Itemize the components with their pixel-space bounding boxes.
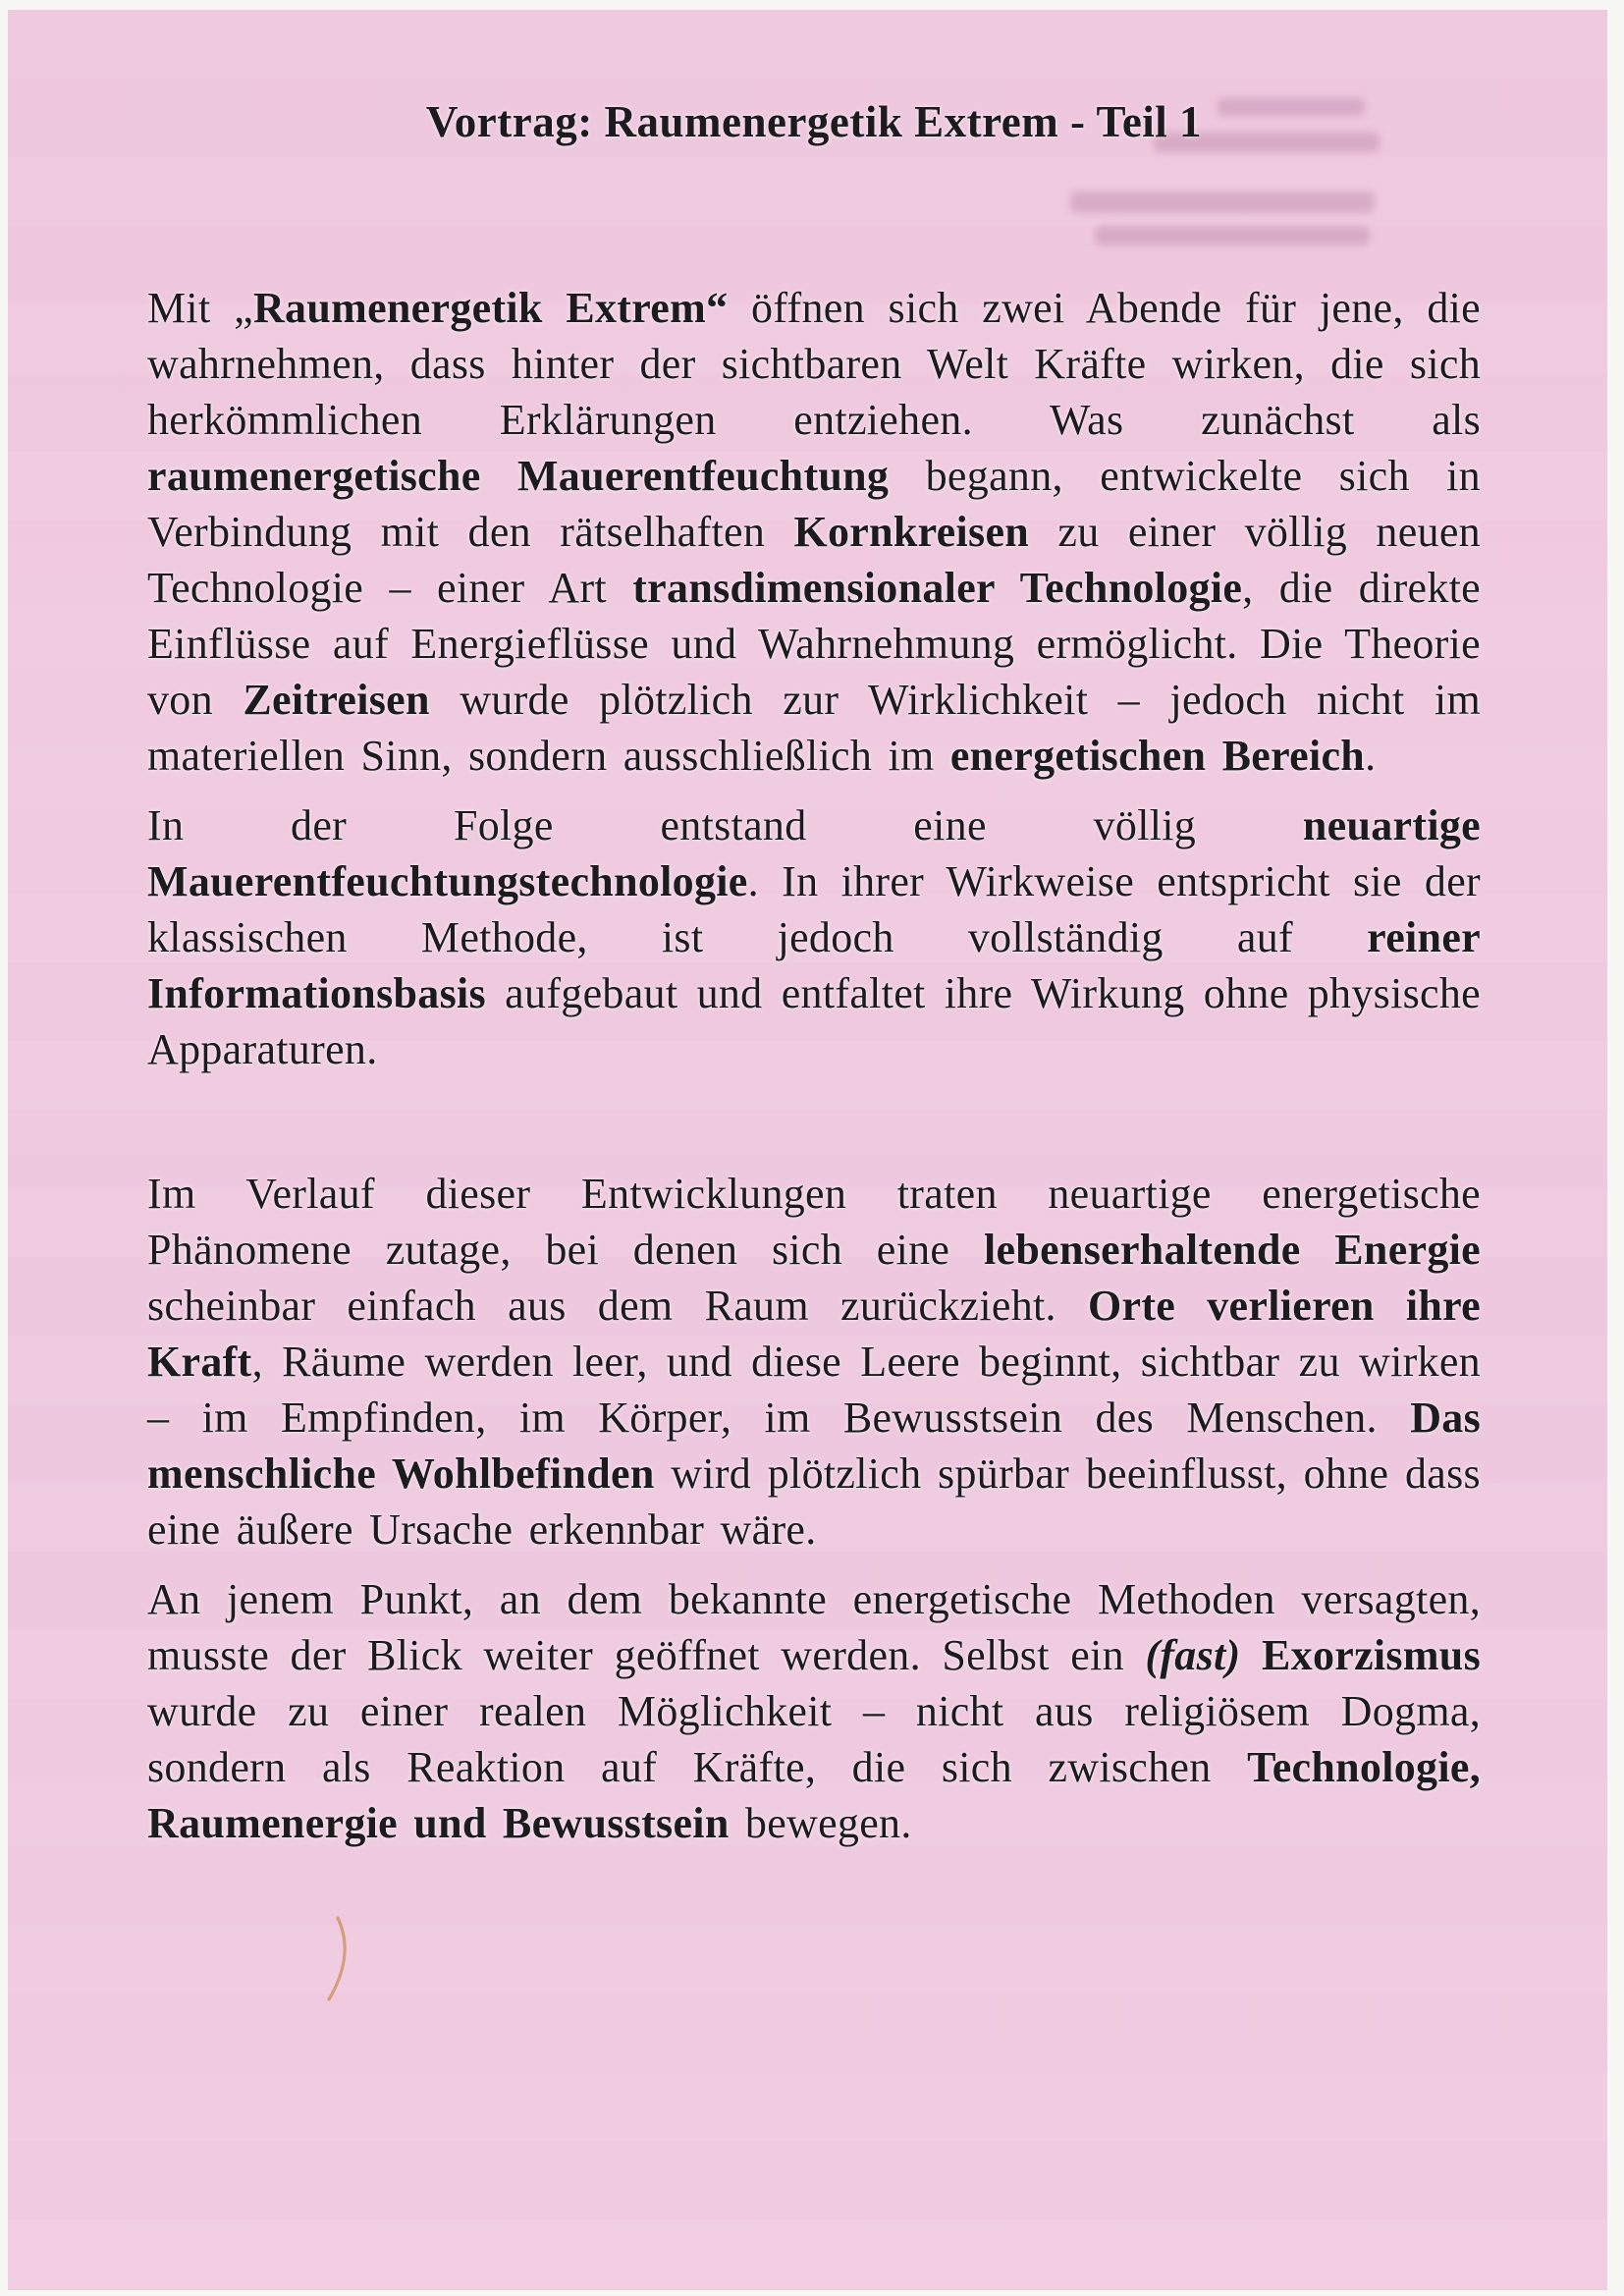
pen-scribble-mark bbox=[324, 1915, 355, 2003]
document-body bbox=[147, 280, 1481, 1851]
scanned-page bbox=[8, 10, 1607, 2290]
page-title: Vortrag: Raumenergetik Extrem - Teil 1 bbox=[425, 97, 1203, 146]
paragraph-4: An jenem Punkt, an dem bekannte energetische Methoden versagten, musste der Blick weiter geöffnet werden. Selbst ein (fast) Exorzismus wurde zu einer realen Möglichkeit – nicht aus religiösem Dogma, sondern als Reaktion auf Kräfte, die sich zwischen Technologie, Raumenergie und Bewusstsein bewegen. bbox=[147, 1575, 1481, 1847]
paragraph-3: Im Verlauf dieser Entwicklungen traten neuartige energetische Phänomene zutage, bei denen sich eine lebenserhaltende Energie scheinbar einfach aus dem Raum zurückzieht. Orte verlieren ihre Kraft, Räume werden leer, und diese Leere beginnt, sichtbar zu wirken – im Empfinden, im Körper, im Bewusstsein des Menschen. Das menschliche Wohlbefinden wird plötzlich spürbar beeinflusst, ohne dass eine äußere Ursache erkennbar wäre. bbox=[147, 1170, 1482, 1554]
paragraph-2: In der Folge entstand eine völlig neuartige Mauerentfeuchtungstechnologie. In ihrer Wirkweise entspricht sie der klassischen Methode, ist jedoch vollständig auf reiner Informationsbasis aufgebaut und entfaltet ihre Wirkung ohne physische Apparaturen. bbox=[147, 801, 1481, 1073]
paragraph-1: Mit „Raumenergetik Extrem“ öffnen sich zwei Abende für jene, die wahrnehmen, dass hinter der sichtbaren Welt Kräfte wirken, die sich herkömmlichen Erklärungen entziehen. Was zunächst als raumenergetische Mauerentfeuchtung begann, entwickelte sich in Verbindung mit den rätselhaften Kornkreisen zu einer völlig neuen Technologie – einer Art transdimensionaler Technologie, die direkte Einflüsse auf Energieflüsse und Wahrnehmung ermöglicht. Die Theorie von Zeitreisen wurde plötzlich zur Wirklichkeit – jedoch nicht im materiellen Sinn, sondern ausschließlich im energetischen Bereich. bbox=[147, 284, 1481, 780]
